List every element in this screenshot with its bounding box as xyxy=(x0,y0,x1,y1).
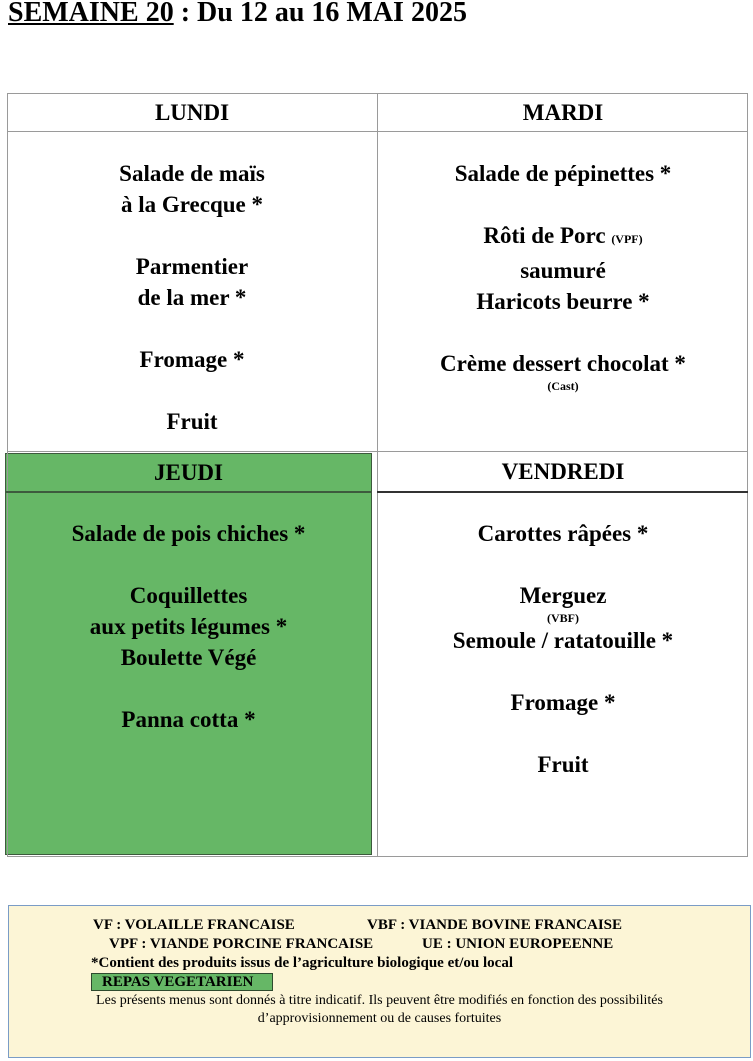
menu-cell-mardi xyxy=(378,158,748,393)
menu-item: saumuré xyxy=(520,258,606,283)
legend-box xyxy=(8,905,751,1058)
menu-item-text: Rôti de Porc xyxy=(483,223,612,248)
day-header-mardi: MARDI xyxy=(522,100,604,125)
menu-item: Salade de maïs xyxy=(119,161,265,186)
day-header-lundi: LUNDI xyxy=(154,100,230,125)
menu-item: Panna cotta * xyxy=(121,707,256,732)
menu-cell-lundi xyxy=(7,158,377,437)
menu-item: Parmentier xyxy=(135,254,249,279)
origin-tag: (VBF) xyxy=(547,611,579,625)
menu-item: Coquillettes xyxy=(129,583,248,608)
menu-item: de la mer * xyxy=(137,285,247,310)
origin-tag: (Cast) xyxy=(547,379,579,393)
menu-item: Merguez xyxy=(519,583,607,608)
day-header-jeudi: JEUDI xyxy=(153,460,223,485)
header-divider-bottom-right xyxy=(377,491,748,493)
menu-item: Fromage * xyxy=(510,690,616,715)
legend-vbf: VBF : VIANDE BOVINE FRANCAISE xyxy=(367,917,623,933)
legend-bio: *Contient des produits issus de l’agriculture biologique et/ou local xyxy=(91,955,513,971)
menu-item: à la Grecque * xyxy=(120,192,264,217)
day-header-vendredi: VENDREDI xyxy=(501,459,625,484)
legend-note-line1: Les présents menus sont donnés à titre indicatif. Ils peuvent être modifiés en fonction des possibilités xyxy=(96,993,663,1008)
menu-item: Haricots beurre * xyxy=(476,289,650,314)
menu-item: aux petits légumes * xyxy=(89,614,288,639)
menu-item: Carottes râpées * xyxy=(477,521,649,546)
legend-vpf: VPF : VIANDE PORCINE FRANCAISE xyxy=(109,936,374,952)
legend-vegetarian-tag: REPAS VEGETARIEN xyxy=(91,973,273,991)
menu-item: Semoule / ratatouille * xyxy=(452,628,674,653)
week-number: SEMAINE 20 xyxy=(8,0,174,28)
menu-item: Fruit xyxy=(537,752,589,777)
menu-item: Crème dessert chocolat * xyxy=(440,351,686,376)
page-title xyxy=(8,0,467,30)
menu-item: Salade de pois chiches * xyxy=(71,521,306,546)
week-dates: : Du 12 au 16 MAI 2025 xyxy=(173,0,467,28)
menu-cell-vendredi xyxy=(378,518,748,780)
legend-ue: UE : UNION EUROPEENNE xyxy=(422,936,614,952)
menu-item: Fruit xyxy=(166,409,218,434)
legend-vf: VF : VOLAILLE FRANCAISE xyxy=(93,917,295,933)
menu-item: Boulette Végé xyxy=(120,645,257,670)
menu-item: Salade de pépinettes * xyxy=(454,161,672,186)
menu-item xyxy=(378,220,748,255)
legend-note-line2: d’approvisionnement ou de causes fortuites xyxy=(257,1011,502,1026)
menu-item: Fromage * xyxy=(139,347,245,372)
row-divider xyxy=(7,451,748,452)
origin-tag: (VPF) xyxy=(611,232,643,246)
menu-cell-jeudi xyxy=(5,518,372,735)
